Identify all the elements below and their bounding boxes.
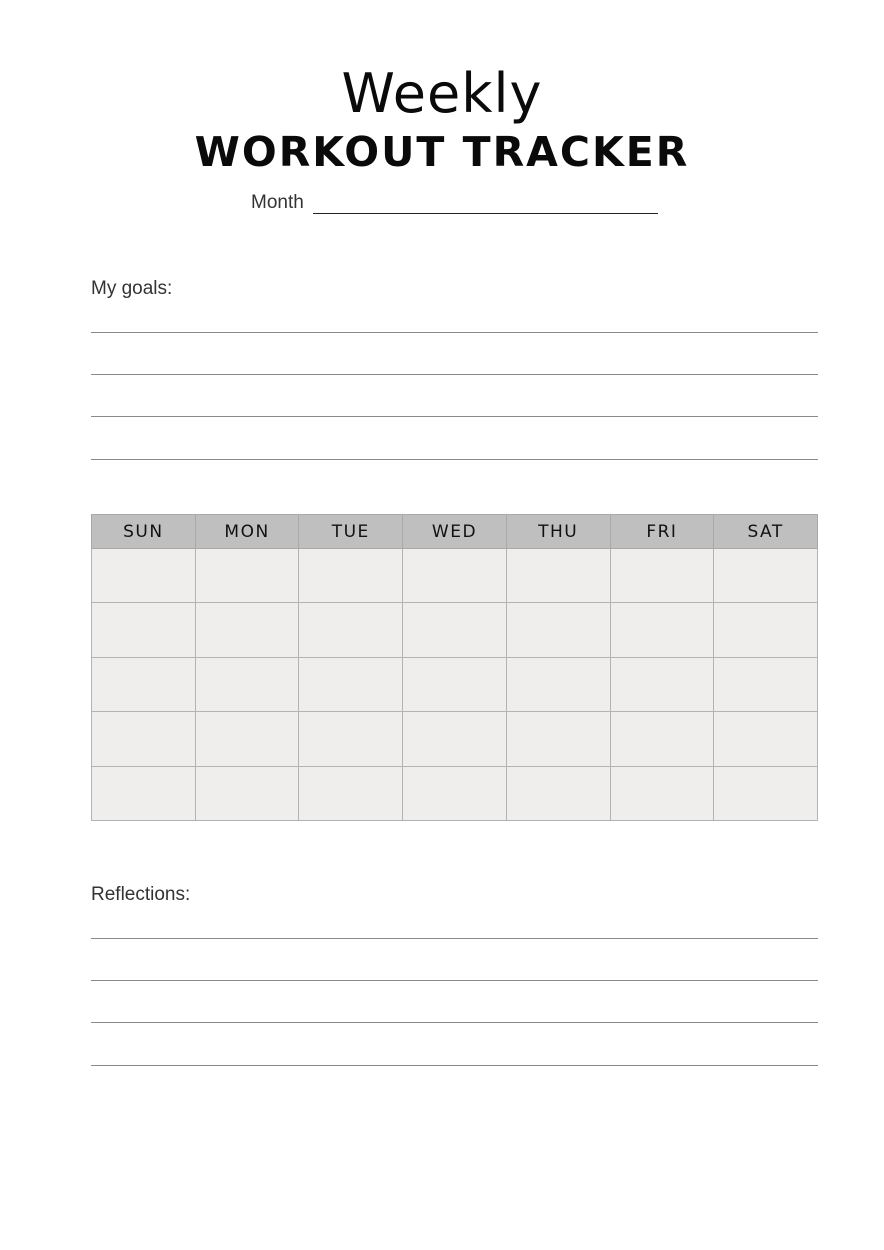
tracker-cell-mon[interactable]: [195, 603, 299, 657]
tracker-cell-sun[interactable]: [92, 603, 196, 657]
tracker-cell-mon[interactable]: [195, 766, 299, 820]
tracker-cell-fri[interactable]: [610, 603, 714, 657]
day-header-tue: TUE: [299, 515, 403, 549]
goals-line[interactable]: [91, 332, 818, 333]
reflections-line[interactable]: [91, 1022, 818, 1023]
tracker-cell-tue[interactable]: [299, 657, 403, 711]
tracker-cell-wed[interactable]: [403, 657, 507, 711]
tracker-cell-sun[interactable]: [92, 657, 196, 711]
tracker-cell-tue[interactable]: [299, 603, 403, 657]
tracker-cell-thu[interactable]: [506, 712, 610, 766]
day-header-thu: THU: [506, 515, 610, 549]
page-title-main: WORKOUT TRACKER: [194, 128, 690, 176]
tracker-row: [92, 603, 818, 657]
reflections-label: Reflections:: [91, 884, 191, 905]
tracker-cell-sun[interactable]: [92, 712, 196, 766]
goals-line[interactable]: [91, 416, 818, 417]
tracker-row: [92, 766, 818, 820]
day-header-sat: SAT: [714, 515, 818, 549]
month-label: Month: [251, 192, 304, 213]
tracker-body: [92, 549, 818, 821]
day-header-wed: WED: [403, 515, 507, 549]
tracker-cell-mon[interactable]: [195, 549, 299, 603]
tracker-cell-thu[interactable]: [506, 549, 610, 603]
tracker-header-row: [92, 515, 818, 549]
tracker-cell-sat[interactable]: [714, 712, 818, 766]
tracker-cell-tue[interactable]: [299, 766, 403, 820]
tracker-cell-fri[interactable]: [610, 766, 714, 820]
day-header-fri: FRI: [610, 515, 714, 549]
tracker-cell-tue[interactable]: [299, 712, 403, 766]
tracker-cell-sun[interactable]: [92, 549, 196, 603]
tracker-cell-thu[interactable]: [506, 657, 610, 711]
tracker-cell-fri[interactable]: [610, 657, 714, 711]
tracker-cell-thu[interactable]: [506, 603, 610, 657]
tracker-cell-sat[interactable]: [714, 657, 818, 711]
tracker-cell-wed[interactable]: [403, 549, 507, 603]
tracker-cell-thu[interactable]: [506, 766, 610, 820]
tracker-cell-sat[interactable]: [714, 766, 818, 820]
day-header-mon: MON: [195, 515, 299, 549]
tracker-cell-wed[interactable]: [403, 766, 507, 820]
month-input-line[interactable]: [313, 213, 658, 214]
goals-line[interactable]: [91, 374, 818, 375]
tracker-cell-sun[interactable]: [92, 766, 196, 820]
day-header-sun: SUN: [92, 515, 196, 549]
reflections-line[interactable]: [91, 1065, 818, 1066]
tracker-row: [92, 657, 818, 711]
tracker-cell-mon[interactable]: [195, 712, 299, 766]
tracker-row: [92, 549, 818, 603]
tracker-cell-tue[interactable]: [299, 549, 403, 603]
tracker-cell-wed[interactable]: [403, 603, 507, 657]
reflections-line[interactable]: [91, 938, 818, 939]
tracker-cell-wed[interactable]: [403, 712, 507, 766]
page-title-weekly: Weekly: [341, 62, 543, 125]
goals-line[interactable]: [91, 459, 818, 460]
tracker-cell-mon[interactable]: [195, 657, 299, 711]
tracker-cell-fri[interactable]: [610, 549, 714, 603]
tracker-cell-sat[interactable]: [714, 549, 818, 603]
goals-label: My goals:: [91, 278, 173, 299]
tracker-cell-fri[interactable]: [610, 712, 714, 766]
reflections-line[interactable]: [91, 980, 818, 981]
tracker-row: [92, 712, 818, 766]
tracker-cell-sat[interactable]: [714, 603, 818, 657]
weekly-tracker-table: [91, 514, 818, 821]
